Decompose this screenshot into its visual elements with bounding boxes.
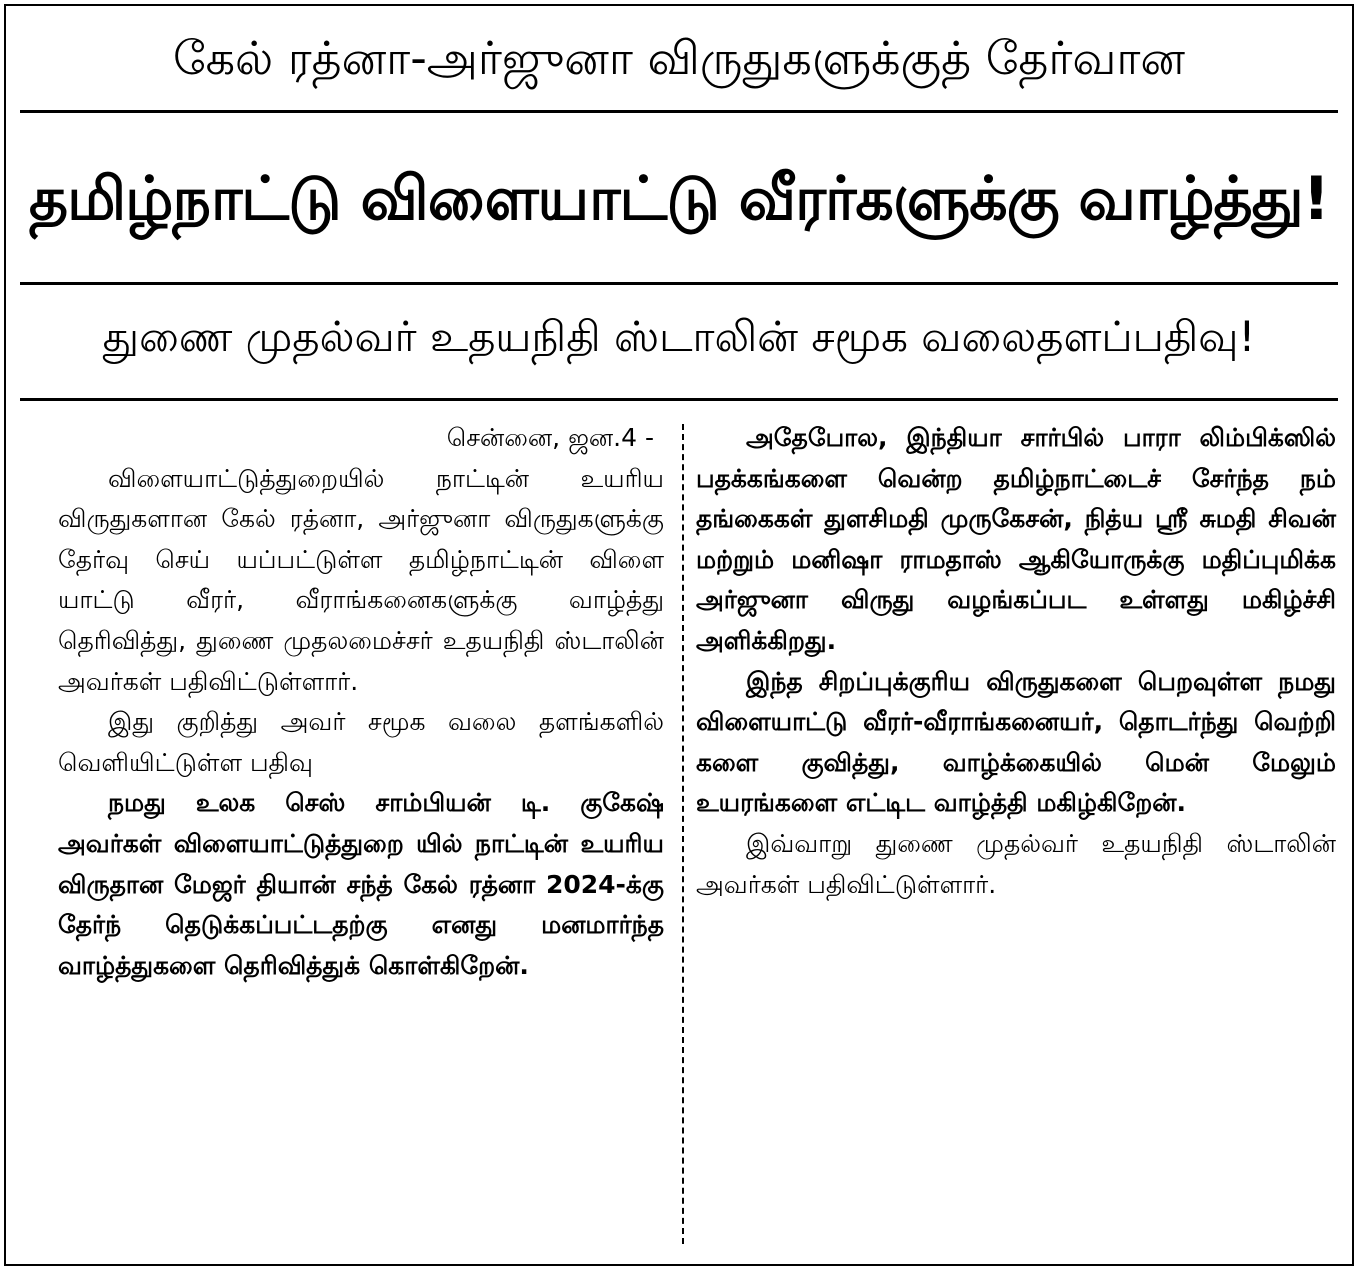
- quoted-paragraph: அதேபோல, இந்தியா சார்பில் பாரா லிம்பிக்ஸில் பதக்கங்களை வென்ற தமிழ்நாட்டைச் சேர்ந்த நம் தங்கைகள் துளசிமதி முருகேசன், நித்ய ஸ்ரீ சுமதி சிவன் மற்றும் மனிஷா ராமதாஸ் ஆகியோருக்கு மதிப்புமிக்க அர்ஜுனா விருது வழங்கப்பட உள்ளது மகிழ்ச்சி அளிக்கிறது.: [696, 423, 1336, 655]
- headline-main: தமிழ்நாட்டு விளையாட்டு வீரர்களுக்கு வாழ்த்து!: [29, 164, 1329, 234]
- headline-rule-top: [20, 110, 1338, 113]
- article-paragraph: விளையாட்டுத்துறையில் நாட்டின் உயரிய விருதுகளான கேல் ரத்னா, அர்ஜுனா விருதுகளுக்கு தேர்வு செய் யப்பட்டுள்ள தமிழ்நாட்டின் விளை யாட்டு வீரர், வீராங்கனைகளுக்கு வாழ்த்து தெரிவித்து, துணை முதலமைச்சர் உதயநிதி ஸ்டாலின் அவர்கள் பதிவிட்டுள்ளார்.: [58, 463, 664, 696]
- quoted-paragraph: நமது உலக செஸ் சாம்பியன் டி. குகேஷ் அவர்கள் விளையாட்டுத்துறை யில் நாட்டின் உயரிய விருதான மேஜர் தியான் சந்த் கேல் ரத்னா 2024-க்கு தேர்ந் தெடுக்கப்பட்டதற்கு எனது மனமார்ந்த வாழ்த்துகளை தெரிவித்துக் கொள்கிறேன்.: [58, 788, 664, 980]
- quoted-paragraph: இந்த சிறப்புக்குரிய விருதுகளை பெறவுள்ள நமது விளையாட்டு வீரர்-வீராங்கனையர், தொடர்ந்து வெற்றி களை குவித்து, வாழ்க்கையில் மென் மேலும் உயரங்களை எட்டிட வாழ்த்தி மகிழ்கிறேன்.: [696, 666, 1336, 818]
- news-clipping: [4, 4, 1354, 1266]
- article-right-column: [696, 418, 1336, 905]
- article-left-column: [58, 418, 664, 986]
- article-paragraph: இது குறித்து அவர் சமூக வலை தளங்களில் வெளியிட்டுள்ள பதிவு: [58, 707, 664, 777]
- dateline: சென்னை, ஜன.4 -: [446, 423, 654, 452]
- headline-rule-middle: [20, 282, 1338, 285]
- headline-subhead: துணை முதல்வர் உதயநிதி ஸ்டாலின் சமூக வலைதளப்பதிவு!: [102, 312, 1256, 361]
- headline-rule-bottom: [20, 398, 1338, 401]
- column-divider: [682, 424, 684, 1244]
- headline-kicker: கேல் ரத்னா-அர்ஜுனா விருதுகளுக்குத் தேர்வான: [172, 31, 1186, 85]
- article-paragraph: இவ்வாறு துணை முதல்வர் உதயநிதி ஸ்டாலின் அவர்கள் பதிவிட்டுள்ளார்.: [696, 828, 1336, 899]
